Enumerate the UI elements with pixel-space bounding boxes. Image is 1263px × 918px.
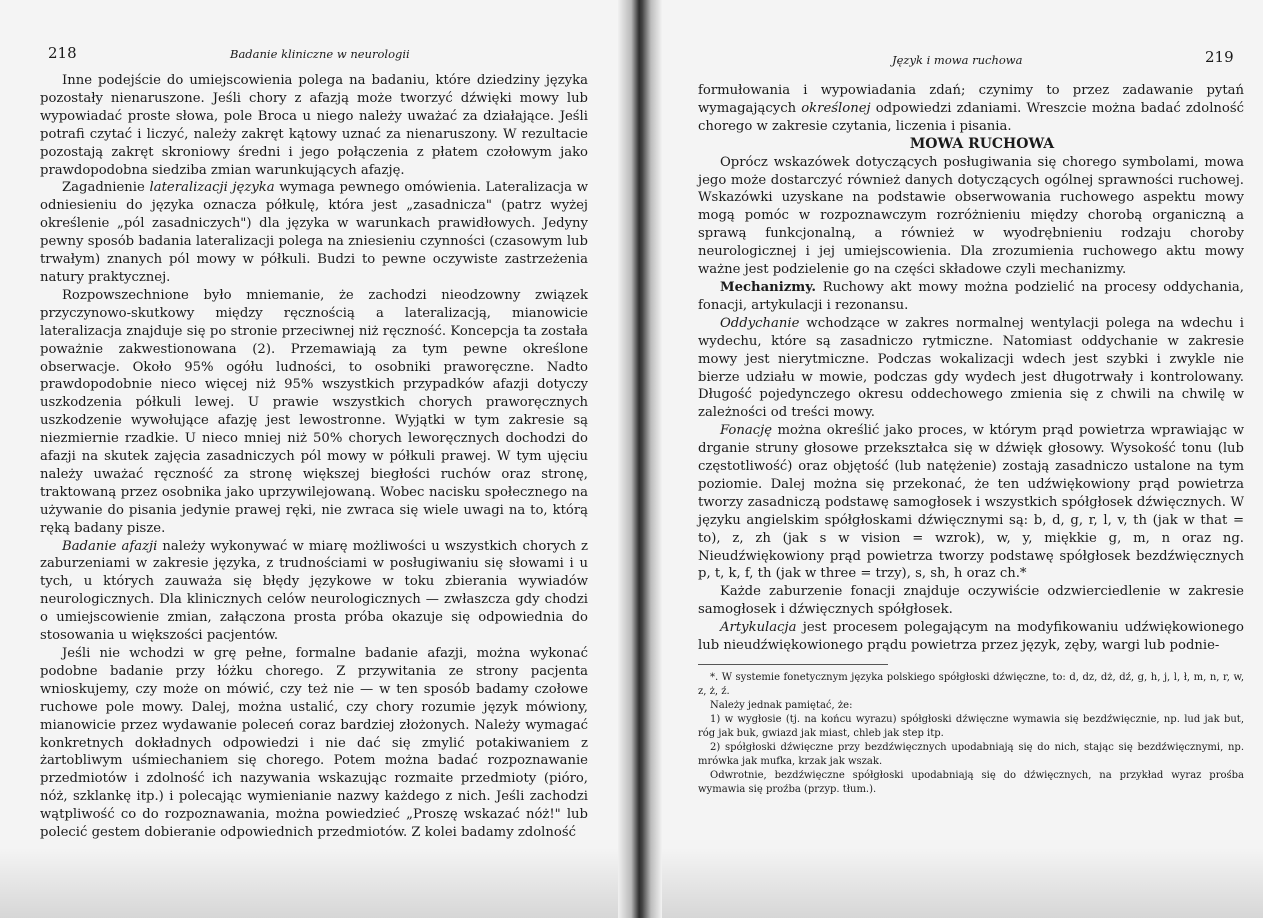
footnote-line: 2) spółgłoski dźwięczne przy bezdźwięcznych upodabniają się do nich, stając się bezdźwięcznymi, np. mrówka jak mufka, krzak jak wszak. — [698, 742, 1244, 767]
paragraph — [698, 422, 1244, 583]
footnote-line: *. W systemie fonetycznym języka polskiego spółgłoski dźwięczne, to: d, dz, dż, dź, g, h, j, l, ł, m, n, r, w, z, ż, ź. — [698, 672, 1244, 697]
footnote-line: 1) w wygłosie (tj. na końcu wyrazu) spółgłoski dźwięczne wymawia się bezdźwięcznie, np. lud jak but, róg jak buk, gwiazd jak miast, chleb jak step itp. — [698, 714, 1244, 739]
paragraph: Jeśli nie wchodzi w grę pełne, formalne badanie afazji, można wykonać podobne badanie przy łóżku chorego. Z przywitania ze strony pacjenta wnioskujemy, czy może on mówić, czy też nie — w ten sposób badamy czołowe ruchowe pole mowy. Dalej, można ustalić, czy chory rozumie język mówiony, mianowicie przez wydawanie poleceń coraz bardziej złożonych. Należy wymagać konkretnych dokładnych odpowiedzi i nie dać się zmylić potakiwaniem z żartobliwym uśmiechaniem się chorego. Potem można badać rozpoznawanie przedmiotów i zdolność ich nazywania wskazując rozmaite przedmioty (pióro, nóż, szklankę itp.) i polecając wymienianie nazwy każdego z nich. Jeśli zachodzi wątpliwość co do rozpoznawania, można powiedzieć „Proszę wskazać nóż!" lub polecić gestem dobieranie odpowiednich przedmiotów. Z kolei badamy zdolność — [40, 646, 588, 841]
running-head: Język i mowa ruchowa — [892, 53, 1023, 67]
body-text — [698, 82, 1244, 797]
text-run: wymaga pewnego omówienia. Lateralizacja w odniesieniu do języka oznacza półkulę, która jest „zasadnicza" (patrz wyżej określenie „pól zasadniczych") dla języka w warunkach prawidłowych. Jedyny pewny sposób badania lateralizacji polega na zniesieniu czynności (czasowym lub trwałym) znanych pól mowy w półkuli. Budzi to pewne oczywiste zastrzeżenia natury praktycznej. — [40, 180, 589, 285]
paragraph — [40, 538, 588, 645]
book-gutter — [618, 0, 662, 918]
bold-lead: Mechanizmy. — [720, 279, 816, 295]
page-header — [48, 44, 77, 62]
page-number: 218 — [48, 44, 77, 62]
body-text — [40, 72, 588, 842]
footnote-divider — [698, 664, 888, 665]
text-run: Ruchowy akt mowy można podzielić na procesy oddychania, fonacji, artykulacji i rezonansu. — [698, 279, 1244, 313]
paragraph — [40, 179, 588, 286]
emphasis: Artykulacja — [720, 620, 797, 636]
text-run: jest procesem polegającym na modyfikowaniu udźwiękowionego lub nieudźwiękowionego prądu powietrza przez język, zęby, wargi lub podnie- — [698, 620, 1244, 654]
footnote — [698, 671, 1244, 797]
paragraph — [698, 82, 1244, 136]
emphasis: Badanie afazji — [62, 538, 158, 554]
text-run: odpowiedzi zdaniami. Wreszcie można badać zdolność chorego w zakresie czytania, liczenia i pisania. — [698, 100, 1244, 134]
page-header — [1205, 48, 1234, 66]
paragraph: Każde zaburzenie fonacji znajduje oczywiście odzwierciedlenie w zakresie samogłosek i dźwięcznych spółgłosek. — [698, 584, 1244, 618]
text-run: Zagadnienie — [62, 180, 150, 196]
emphasis: Fonację — [720, 423, 773, 439]
text-run: można określić jako proces, w którym prąd powietrza wprawiając w drganie struny głosowe przekształca się w dźwięk głosowy. Wysokość tonu (lub częstotliwość) oraz objętość (lub natężenie) zostają zasadniczo ustalone na tym poziomie. Dalej można się przekonać, że ten udźwiękowiony prąd powietrza tworzy zasadniczą podstawę samogłosek i wszystkich spółgłosek dźwięcznych. W języku angielskim spółgłoskami dźwięcznymi są: b, d, g, r, l, v, th (jak w that = to), z, zh (jak s w vision = wzrok), w, y, miękkie g, m, n oraz ng. Nieudźwiękowiony prąd powietrza tworzy podstawę spółgłosek bezdźwięcznych p, t, k, f, th (jak w three = trzy), s, sh, h oraz ch.* — [698, 423, 1244, 582]
emphasis: lateralizacji języka — [149, 180, 275, 196]
paragraph — [698, 315, 1244, 422]
text-run: należy wykonywać w miarę możliwości u wszystkich chorych z zaburzeniami w zakresie języka, z trudnościami w posługiwaniu się słowami i u tych, u których zauważa się błędy językowe w toku zbierania wywiadów neurologicznych. Dla klinicznych celów neurologicznych — zwłaszcza gdy chodzi o umiejscowienie zmian, załączona prosta próba okazuje się odpowiednia do stosowania u większości pacjentów. — [40, 538, 588, 644]
paragraph: Inne podejście do umiejscowienia polega na badaniu, które dziedziny języka pozostały nienaruszone. Jeśli chory z afazją może tworzyć dźwięki mowy lub wypowiadać proste słowa, pole Broca u niego należy uważać za działające. Jeśli potrafi czytać i liczyć, należy zakręt kątowy uznać za nienaruszony. W rezultacie pozostają zakręt skroniowy średni i jego połączenia z płatem czołowym jako prawdopodobna siedziba zmian warunkujących afazję. — [40, 73, 588, 178]
running-head: Badanie kliniczne w neurologii — [230, 47, 410, 61]
paragraph — [698, 279, 1244, 315]
page-number: 219 — [1205, 48, 1234, 66]
emphasis: określonej — [801, 100, 871, 116]
text-run: formułowania i wypowiadania zdań; czynimy to przez zadawanie pytań wymagających — [698, 83, 1244, 116]
text-run: wchodzące w zakres normalnej wentylacji polega na wdechu i wydechu, które są zasadniczo rytmiczne. Natomiast oddychanie w zakresie mowy jest nierytmiczne. Podczas wokalizacji wdech jest szybki i zwykle nie bierze udziału w mowie, podczas gdy wydech jest długotrwały i kontrolowany. Długość pojedynczego okresu oddechowego zmienia się z chwili na chwilę w zależności od treści mowy. — [698, 315, 1244, 421]
paragraph: Rozpowszechnione było mniemanie, że zachodzi nieodzowny związek przyczynowo-skutkowy między ręcznością a lateralizacją, mianowicie lateralizacja znajduje się po stronie przeciwnej niż ręczność. Koncepcja ta została poważnie zakwestionowana (2). Przemawiają za tym pewne określone obserwacje. Około 95% ogółu ludności, to osobniki praworęczne. Nadto prawdopodobnie nieco więcej niż 95% wszystkich przypadków afazji dotyczy uszkodzenia półkuli lewej. U prawie wszystkich chorych praworęcznych uszkodzenie wywołujące afazję jest lewostronne. Wyjątki w tym zakresie są niezmiernie rzadkie. U nieco mniej niż 50% chorych leworęcznych dochodzi do afazji na skutek zajęcia zasadniczych pól mowy w półkuli prawej. W tym ujęciu należy uważać ręczność za stronę większej biegłości ruchów oraz stronę, traktowaną przez osobnika jako uprzywilejowaną. Wobec nacisku społecznego na używanie do pisania jedynie prawej ręki, nie zwraca się wiele uwagi na to, którą ręką badany pisze. — [40, 287, 588, 536]
page-shadow — [0, 848, 640, 918]
paragraph: Oprócz wskazówek dotyczących posługiwania się chorego symbolami, mowa jego może dostarczyć również danych dotyczących ogólnej sprawności ruchowej. Wskazówki uzyskane na podstawie obserwowania ruchowego aspektu mowy mogą pomóc w rozpoznawczym rozróżnieniu między chorobą organiczną a sprawą funkcjonalną, a również w wyodrębnieniu rodzaju choroby neurologicznej i jej umiejscowienia. Dla zrozumienia ruchowego aktu mowy ważne jest podzielenie go na części składowe czyli mechanizmy. — [698, 154, 1244, 278]
footnote-line: Należy jednak pamiętać, że: — [710, 700, 853, 711]
page-shadow — [640, 848, 1263, 918]
emphasis: Oddychanie — [720, 315, 800, 331]
section-title: MOWA RUCHOWA — [909, 135, 1055, 152]
footnote-line: Odwrotnie, bezdźwięczne spółgłoski upodabniają się do dźwięcznych, na przykład wyraz prośba wymawia się proźba (przyp. tłum.). — [698, 770, 1244, 795]
right-page — [640, 0, 1263, 918]
paragraph — [698, 619, 1244, 655]
